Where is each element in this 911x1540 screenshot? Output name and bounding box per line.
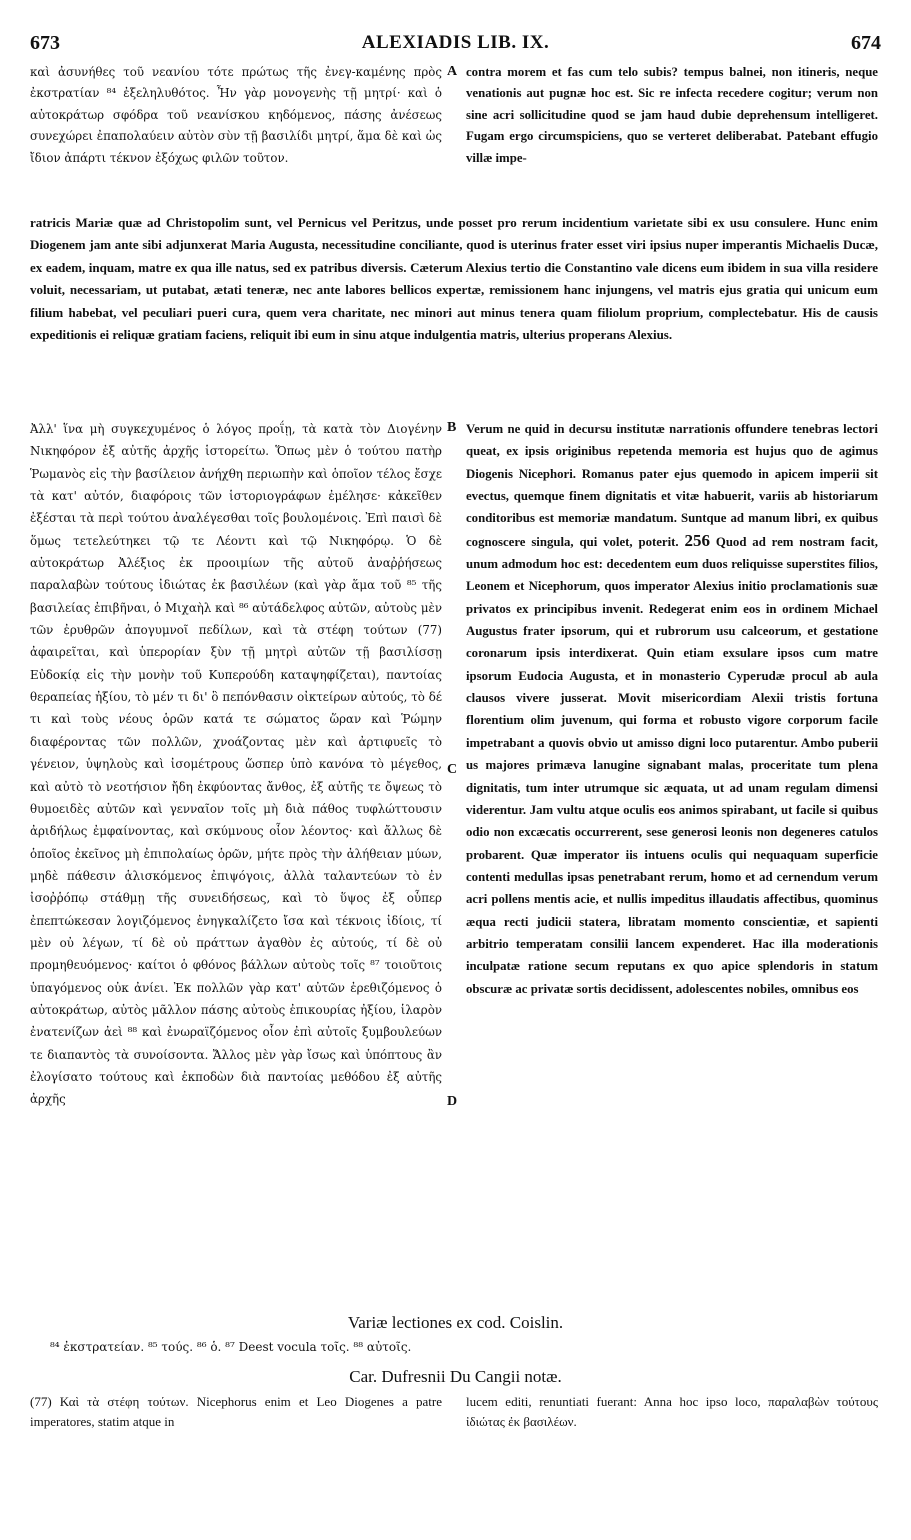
variae-lectiones-heading: Variæ lectiones ex cod. Coislin. [347,1313,564,1332]
variae-lectiones-text: ⁸⁴ ἐκστρατείαν. ⁸⁵ τούς. ⁸⁶ ὁ. ⁸⁷ Deest vocula τοῖς. ⁸⁸ αὐτοῖς. [50,1340,412,1354]
notes-heading: Car. Dufresnii Du Cangii notæ. [349,1367,562,1386]
latin-column-main [466,418,878,1000]
greek-text-main: Ἀλλ' ἵνα μὴ συγκεχυμένος ὁ λόγος προΐῃ, τὰ κατὰ τὸν Διογένην Νικηφόρον ἐξ αὐτῆς ἀρχῆς ἱστορείτω. Ὅπως μὲν ὁ τούτου πατὴρ Ῥωμανὸς εἰς τὴν βασίλειον ἀνήχθη περιωπὴν καὶ ὁποῖον τέλος ἔσχε τὰ κατ' αὐτόν, διαφόροις τῶν ἱστοριογράφων ἐμέλησε· κἀκεῖθεν ἐξέσται τὰ περὶ τούτου ἀναλέγεσθαι τοῖς βουλομένοις. Ἐπὶ παισὶ δὲ ὅμως τετελεύτηκει τῷ τε Λέοντι καὶ τῷ Νικηφόρῳ. Ὁ δὲ αὐτοκράτωρ Ἀλέξιος ἐκ προοιμίων τῆς αὐτοῦ ἀναῤῥήσεως παραλαβὼν τούτους ἰδιώτας ἐκ βασιλέων (καὶ γὰρ ἅμα τοῦ ⁸⁵ τῆς βασιλείας ἐπιβῆναι, ὁ Μιχαὴλ καὶ ⁸⁶ αὐτάδελφος αὐτῶν, αὐτοὺς μὲν τῶν ἐρυθρῶν ἀπογυμνοῖ πεδίλων, καὶ τὰ στέφη τούτων (77) ἀφαιρεῖται, καὶ ὑπερορίαν ξὺν τῇ μητρὶ αὐτῶν τῇ βασιλίσσῃ Εὐδοκίᾳ εἰς τὴν μονὴν τοῦ Κυπερούδη καταψηφίζεται), παντοίας θεραπείας ἠξίου, τὸ μέν τι δι' ὃ πεπόνθασιν οἰκτείρων αὐτούς, τὸ δέ τι καὶ τοὺς νέους ὁρῶν κατά τε σώματος ὥραν καὶ Ῥώμην διαφέροντας τῶν πολλῶν, χνοάζοντας μὲν καὶ ἀρτιφυεῖς τὸ γένειον, ὑψηλοὺς καὶ ἰσομέτρους ὥσπερ ὑπὸ κανόνα τὸ μέγεθος, καὶ αὐτὸ τὸ νεοτήσιον ἤδη ἐκφύοντας ἄνθος, ἐξ αὐτῆς τε ὄψεως τὸ θυμοειδὲς αὐτῶν καὶ γενναῖον τοῖς μὴ διὰ πάθος τυφλώττουσιν ἀριδήλως ἐμφαίνοντας, καὶ σκύμνους οἷον λέοντος· καὶ ἄλλως δὲ ὁποῖος ἐκεῖνος μὴ ἐπιπολαίως ὁρῶν, μήτε πρὸς τὴν ἀλήθειαν μύων, μηδὲ πάθεσιν ἁλισκόμενος ἐπιψόγοις, ἀλλὰ ταλαντεύων τὸ ἐν ἰσοῤῥόπῳ στάθμῃ τῆς συνειδήσεως, καὶ τὸ ὕψος ἐξ οὗπερ ἐπεπτώκεσαν λογιζόμενος ἐνηγκαλίζετο ἴσα καὶ τέκνοις ἰδίοις, τί μὲν οὐ λέγων, τί δὲ οὐ πράττων ἀγαθὸν ἐς αὐτούς, τί δὲ οὐ προμηθευόμενος· καίτοι ὁ φθόνος βάλλων αὐτοὺς τοῖς ⁸⁷ τοιοῦτοις ὑπαγόμενος οὐκ ἀνίει. Ἐκ πολλῶν γὰρ κατ' αὐτῶν ἐρεθιζόμενος ὁ αὐτοκράτωρ, αὐτὸς μᾶλλον πάσης αὐτοὺς ἐπικουρίας ἠξίου, ἱλαρὸν ἐνατενίζων ἀεὶ ⁸⁸ καὶ ἐνωραϊζόμενος οἷον ἐπὶ αὐτοῖς ξυμβουλεύων τε διαπαντὸς τὰ συνοίσοντα. Ἄλλος μὲν γὰρ ἴσως καὶ ὑπόπτους ἂν ἐλογίσατο τούτους καὶ ἐκποδὼν διὰ παντοίας μεθόδου ἐξ αὐτῆς ἀρχῆς [30,422,442,1107]
margin-marker-a: A [447,64,458,79]
page-number-left: 673 [30,32,60,54]
latin-text-main-2: Quod ad rem nostram facit, unum admodum hoc est: decedentem eum duos reliquisse superstites filios, Leonem et Nicephorum, quos imperator Alexius initio proclamationis suæ privatos ex principibus invenit. Redegerat enim eos in ordinem Michael Augustus frater ipsorum, qui et rubrorum usu calceorum, et gestatione coronarum ipsis interdixerat. Quin etiam exsulare ipsos cum matre ipsorum Eudocia Augusta, et in monasterio Cyperudæ procul ab aula clausos vivere jusserat. Movit misericordiam Alexii tristis fortuna florentium olim juvenum, qui forma et robusto vigore corporum facile impetrabant a quovis obvio ut amisso digni loco putarentur. Ambo puberii us majores primæva lanugine signabant malas, proceritate tum plena dignitatis, tum inter utrumque sic æquata, ut ad unam regulam dimensi viderentur. Jam vultu atque oculis eos animos spirabant, ut facile si quibus odio non excæcatis occurrerent, sese generosi leonis non degeneres catulos probarent. Quæ imperator iis intuens oculis qui nequaquam superficie contenti medullas ipsas penetrabant rerum, homo et ad cernendum verum acri pollens mentis acie, et nullis impeditus illaudatis affectibus, quominus æqua recti judicii statera, libratam momento conscientiæ, et sapienti arbitrio temperatam consilii lancem expenderet. Hac illa moderationis inculpatæ ratione secum reputans ex quo apice splendoris in statum obscuræ ac privatæ sortis decidissent, adolescentes nobiles, omnibus eos [466,534,879,996]
note-left: (77) Καὶ τὰ στέφη τούτων. Nicephorus enim et Leo Diogenes a patre imperatores, statim atque in [30,1394,442,1429]
latin-text-wide: ratricis Mariæ quæ ad Christopolim sunt, vel Pernicus vel Peritzus, unde posset pro rerum incidentium varietate sibi ex usu consulere. Hunc enim Diogenem jam ante sibi adjunxerat Maria Augusta, necessitudine conciliante, quod is uterinus frater esset viri ipsius nuper imperantis Michaelis Ducæ, ex eadem, inquam, matre ex qua ille natus, sed ex patribus diversis. Cæterum Alexius tertio die Constantino vale dicens eum ibidem in sua villa residere voluit, necessariam, ut putabat, ætati teneræ, nec ante labores bellicos expertæ, remissionem hanc injungens, vel matris ejus gratia qui unicum eum filium habebat, vel peculiari pueri cura, quem vera charitate, nec minori aut minus tenera quam filiolum proprium, complectebatur. His de causis expeditionis ei reliquæ gratiam faciens, reliquit ibi eum in sinu atque indulgentia matris, ulterius properans Alexius. [30,215,878,343]
latin-text-main-1: Verum ne quid in decursu institutæ narrationis offundere tenebras lectori queat, ex ipsis originibus repetenda memoria est hujus quo de agimus Diogenis Nicephori. Romanus pater ejus quemodo in apicem imperii sit evectus, quemque finem dignitatis et vitæ habuerit, variis ab historiarum conditoribus est memoriæ mandatum. Suntque ad manum libri, ex quibus cognoscere singula, qui volet, poterit. [466,422,878,549]
margin-marker-c: C [447,762,458,777]
note-right: lucem editi, renuntiati fuerant: Anna hoc ipso loco, παραλαβὼν τούτους ἰδιώτας ἐκ βασιλέων. [466,1394,878,1429]
margin-marker-d: D [447,1094,458,1109]
greek-text-top: καὶ ἀσυνήθες τοῦ νεανίου τότε πρώτως τῆς ἐνεγ-καμένης πρὸς ἐκστρατίαν ⁸⁴ ἐξεληλυθότος. Ἦν γὰρ μονογενὴς τῇ μητρί· καὶ ὁ αὐτοκράτωρ σφόδρα τοῦ νεανίσκου κηδόμενος, πάσης ἀνέσεως συνεχώρει ἐπαπολαύειν αὐτὸν σὺν τῇ βασιλίδι μητρί, ἅμα δὲ καὶ ὡς ἴδιον ἀπάρτι τέκνον ἐξόχως φιλῶν τοῦτον. [30,65,442,165]
running-title: ALEXIADIS LIB. IX. [361,32,550,53]
latin-text-top: contra morem et fas cum telo subis? tempus balnei, non itineris, neque venationis aut pugnæ hoc est. Sic re infecta recedere cogitur; verum non sine acri sollicitudine quod se jam haud dubie deprehensum intelligeret. Fugam ergo circumspiciens, quo se verteret deliberabat. Patebant effugio villæ impe- [466,65,878,165]
margin-marker-b: B [447,420,457,435]
page-header [30,32,881,56]
page-number-right: 674 [851,32,881,54]
edition-page-number: 256 [684,530,710,550]
